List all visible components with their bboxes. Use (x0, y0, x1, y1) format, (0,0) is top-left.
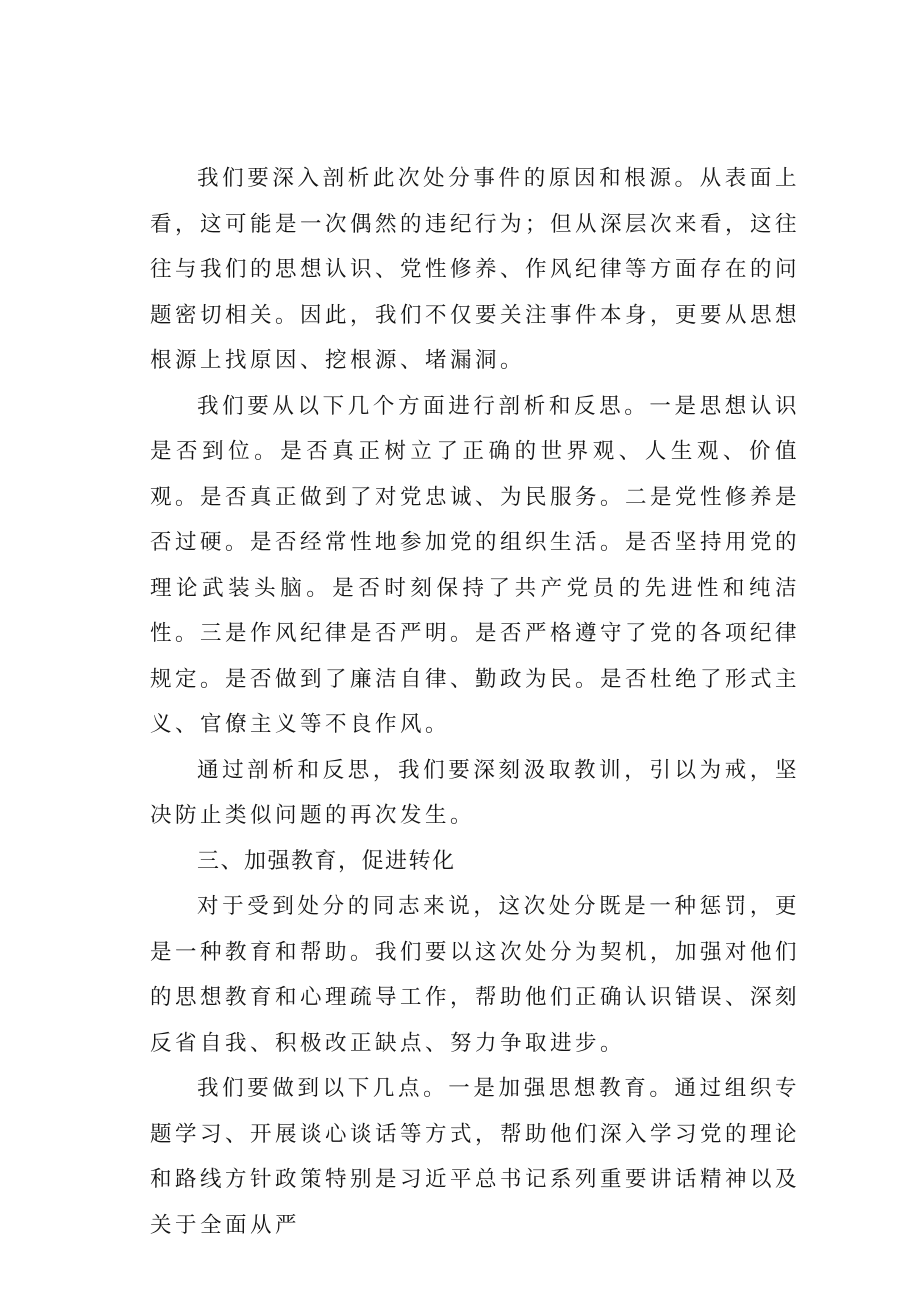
paragraph-reflection-aspects: 我们要从以下几个方面进行剖析和反思。一是思想认识是否到位。是否真正树立了正确的世界观、人生观、价值观。是否真正做到了对党忠诚、为民服务。二是党性修养是否过硬。是否经常性地参加党的组织生活。是否坚持用党的理论武装头脑。是否时刻保持了共产党员的先进性和纯洁性。三是作风纪律是否严明。是否严格遵守了党的各项纪律规定。是否做到了廉洁自律、勤政为民。是否杜绝了形式主义、官僚主义等不良作风。 (150, 393, 801, 737)
document-body (150, 156, 800, 1248)
paragraph-lessons: 通过剖析和反思，我们要深刻汲取教训，引以为戒，坚决防止类似问题的再次发生。 (150, 757, 800, 828)
paragraph-education-measures: 我们要做到以下几点。一是加强思想教育。通过组织专题学习、开展谈心谈话等方式，帮助他们深入学习党的理论和路线方针政策特别是习近平总书记系列重要讲话精神以及关于全面从严 (150, 1076, 801, 1238)
paragraph-education-purpose: 对于受到处分的同志来说，这次处分既是一种惩罚，更是一种教育和帮助。我们要以这次处分为契机，加强对他们的思想教育和心理疏导工作，帮助他们正确认识错误、深刻反省自我、积极改正缺点、努力争取进步。 (150, 894, 801, 1056)
paragraph-cause-analysis: 我们要深入剖析此次处分事件的原因和根源。从表面上看，这可能是一次偶然的违纪行为；但从深层次来看，这往往与我们的思想认识、党性修养、作风纪律等方面存在的问题密切相关。因此，我们不仅要关注事件本身，更要从思想根源上找原因、挖根源、堵漏洞。 (150, 166, 801, 373)
section-heading-education: 三、加强教育，促进转化 (197, 848, 456, 874)
